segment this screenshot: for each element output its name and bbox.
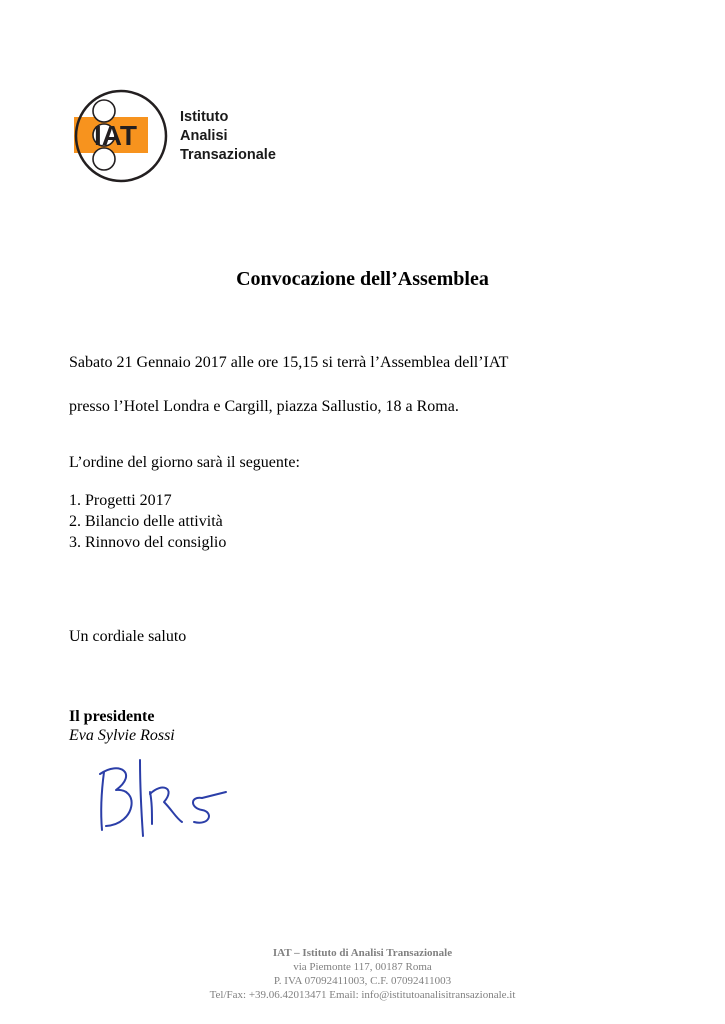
logo-mark-text: IAT	[94, 120, 138, 151]
agenda-item: 3. Rinnovo del consiglio	[69, 534, 227, 551]
agenda-item: 2. Bilancio delle attività	[69, 513, 223, 530]
iat-logo-mark	[70, 88, 180, 188]
signatory-name: Eva Sylvie Rossi	[69, 727, 175, 744]
body-paragraph-1: Sabato 21 Gennaio 2017 alle ore 15,15 si terrà l’Assemblea dell’IAT	[69, 354, 509, 371]
logo-line-2: Analisi	[180, 128, 228, 144]
body-paragraph-2: presso l’Hotel Londra e Cargill, piazza Sallustio, 18 a Roma.	[69, 398, 459, 415]
closing-greeting: Un cordiale saluto	[69, 628, 187, 645]
logo-line-3: Transazionale	[180, 147, 276, 163]
page-title: Convocazione dell’Assemblea	[236, 268, 489, 290]
agenda-list	[69, 490, 226, 553]
footer-contact: Tel/Fax: +39.06.42013471 Email: info@istitutoanalisitransazionale.it	[209, 989, 516, 1001]
agenda-item: 1. Progetti 2017	[69, 492, 172, 509]
footer-address: via Piemonte 117, 00187 Roma	[293, 961, 432, 973]
footer-org: IAT – Istituto di Analisi Transazionale	[272, 947, 453, 959]
logo-wordmark	[180, 108, 276, 165]
iat-logo	[70, 88, 300, 188]
footer-tax-ids: P. IVA 07092411003, C.F. 07092411003	[273, 975, 452, 987]
footer	[0, 946, 725, 1002]
logo-line-1: Istituto	[180, 109, 229, 125]
signatory-role: Il presidente	[69, 708, 155, 725]
handwritten-signature	[90, 752, 240, 842]
body-paragraph-3: L’ordine del giorno sarà il seguente:	[69, 454, 300, 471]
